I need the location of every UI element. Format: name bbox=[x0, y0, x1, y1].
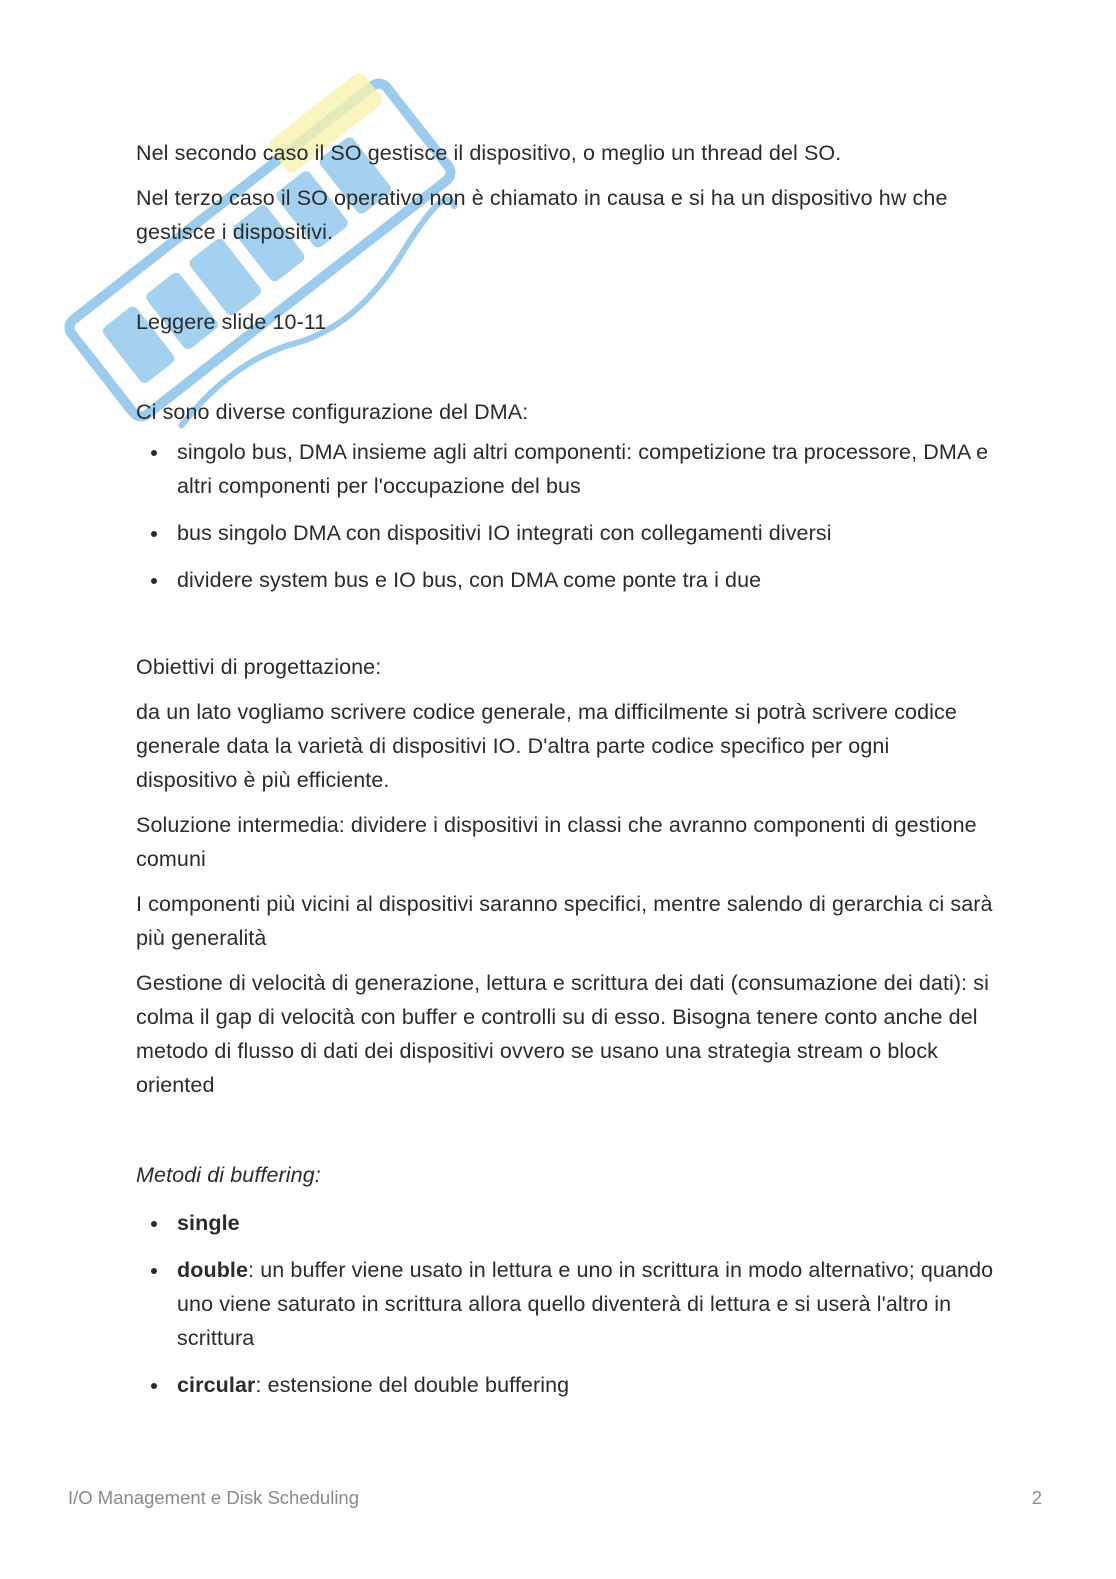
intro-paragraph-1: Nel secondo caso il SO gestisce il dispositivo, o meglio un thread del SO. bbox=[136, 141, 842, 165]
design-paragraph-2: Soluzione intermedia: dividere i dispositivi in classi che avranno componenti di gestione comuni bbox=[136, 813, 977, 871]
spacer bbox=[136, 610, 996, 650]
buffering-methods-list bbox=[136, 1206, 996, 1402]
buffering-heading: Metodi di buffering: bbox=[136, 1163, 321, 1187]
spacer bbox=[136, 1113, 996, 1158]
buffering-item bbox=[136, 1368, 996, 1402]
design-heading: Obiettivi di progettazione: bbox=[136, 655, 382, 679]
design-paragraph-4: Gestione di velocità di generazione, lettura e scrittura dei dati (consumazione dei dati): si colma il gap di velocità con buffer e controlli su di esso. Bisogna tenere conto anche del metodo di flusso di dati dei dispositivi ovvero se usano una strategia stream o block oriented bbox=[136, 971, 990, 1097]
buffering-term: double bbox=[177, 1258, 249, 1282]
buffering-item bbox=[136, 1253, 996, 1355]
buffering-term: circular bbox=[177, 1373, 256, 1397]
dma-config-item: dividere system bus e IO bus, con DMA come ponte tra i due bbox=[136, 563, 996, 597]
dma-config-item: singolo bus, DMA insieme agli altri componenti: competizione tra processore, DMA e altri componenti per l'occupazione del bus bbox=[136, 435, 996, 503]
spacer bbox=[136, 260, 996, 305]
dma-heading: Ci sono diverse configurazione del DMA: bbox=[136, 400, 529, 424]
dma-config-item: bus singolo DMA con dispositivi IO integrati con collegamenti diversi bbox=[136, 516, 996, 550]
buffering-description: : estensione del double buffering bbox=[255, 1373, 570, 1397]
buffering-term: single bbox=[177, 1211, 240, 1235]
buffering-description: : un buffer viene usato in lettura e uno in scrittura in modo alternativo; quando uno viene saturato in scrittura allora quello diventerà di lettura e si userà l'altro in scrittura bbox=[177, 1258, 994, 1350]
design-paragraph-1: da un lato vogliamo scrivere codice generale, ma difficilmente si potrà scrivere codice generale data la varietà di dispositivi IO. D'altra parte codice specifico per ogni dispositivo è più efficiente. bbox=[136, 700, 957, 792]
footer-document-title: I/O Management e Disk Scheduling bbox=[68, 1487, 360, 1508]
page-content bbox=[136, 136, 996, 1415]
spacer bbox=[136, 350, 996, 395]
design-paragraph-3: I componenti più vicini al dispositivi saranno specifici, mentre salendo di gerarchia ci sarà più generalità bbox=[136, 892, 993, 950]
buffering-item bbox=[136, 1206, 996, 1240]
slides-note: Leggere slide 10-11 bbox=[136, 310, 327, 334]
dma-config-list bbox=[136, 435, 996, 597]
footer-page-number: 2 bbox=[1031, 1487, 1042, 1508]
intro-paragraph-2: Nel terzo caso il SO operativo non è chiamato in causa e si ha un dispositivo hw che gestisce i dispositivi. bbox=[136, 186, 948, 244]
